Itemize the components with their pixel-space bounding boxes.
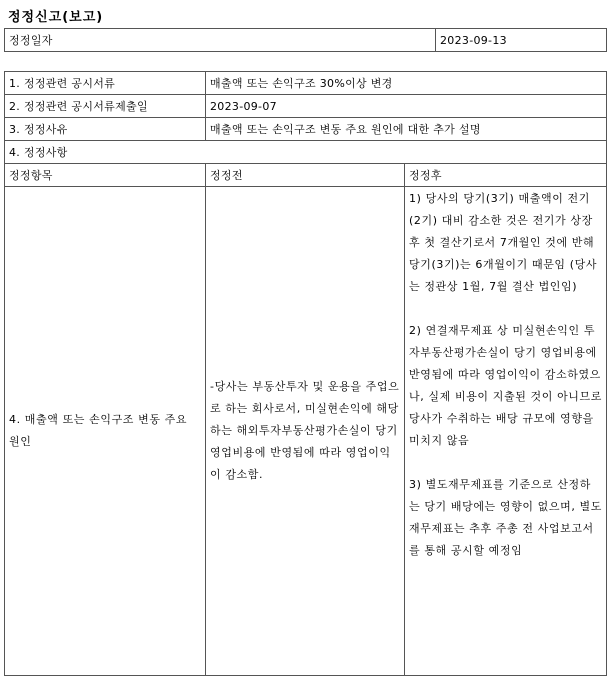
after-paragraph: 1) 당사의 당기(3기) 매출액이 전기(2기) 대비 감소한 것은 전기가 상장 후 첫 결산기로서 7개월인 것에 반해 당기(3기)는 6개월이기 때문임 (당사는 정관상 1월, 7월 결산 법인임) (409, 192, 598, 293)
after-paragraph: 3) 별도재무제표를 기준으로 산정하는 당기 배당에는 영향이 없으며, 별도재무제표는 추후 주총 전 사업보고서를 통해 공시할 예정임 (409, 478, 602, 557)
page-title: 정정신고(보고) (8, 10, 104, 25)
column-header-item: 정정항목 (5, 164, 206, 187)
column-header-row (5, 164, 607, 187)
correction-item-cell: 4. 매출액 또는 손익구조 변동 주요 원인 (5, 187, 206, 676)
after-cell (405, 187, 607, 676)
paragraph-gap (409, 298, 602, 320)
section-heading-row (5, 141, 607, 164)
paragraph-gap (409, 452, 602, 474)
before-cell: -당사는 부동산투자 및 운용을 주업으로 하는 회사로서, 미실현손익에 해당하는 해외투자부동산평가손실이 당기 영업비용에 반영됨에 따라 영업이익이 감소함. (206, 187, 405, 676)
info-value: 2023-09-07 (206, 95, 607, 118)
section-heading: 4. 정정사항 (5, 141, 607, 164)
info-row-reason (5, 118, 607, 141)
info-row-disclosure (5, 72, 607, 95)
info-label: 1. 정정관련 공시서류 (5, 72, 206, 95)
info-label: 2. 정정관련 공시서류제출일 (5, 95, 206, 118)
info-label: 3. 정정사유 (5, 118, 206, 141)
correction-date-table (4, 28, 607, 52)
correction-row (5, 187, 607, 676)
column-header-before: 정정전 (206, 164, 405, 187)
correction-details-table (4, 71, 607, 676)
correction-date-row (5, 29, 607, 52)
correction-date-value: 2023-09-13 (436, 29, 607, 52)
info-value: 매출액 또는 손익구조 변동 주요 원인에 대한 추가 설명 (206, 118, 607, 141)
info-row-submit-date (5, 95, 607, 118)
correction-date-label: 정정일자 (5, 29, 436, 52)
after-paragraph: 2) 연결재무제표 상 미실현손익인 투자부동산평가손실이 당기 영업비용에 반영됨에 따라 영업이익이 감소하였으나, 실제 비용이 지출된 것이 아니므로 당사가 수취하는 배당 규모에 영향을 미치지 않음 (409, 324, 602, 447)
info-value: 매출액 또는 손익구조 30%이상 변경 (206, 72, 607, 95)
column-header-after: 정정후 (405, 164, 607, 187)
